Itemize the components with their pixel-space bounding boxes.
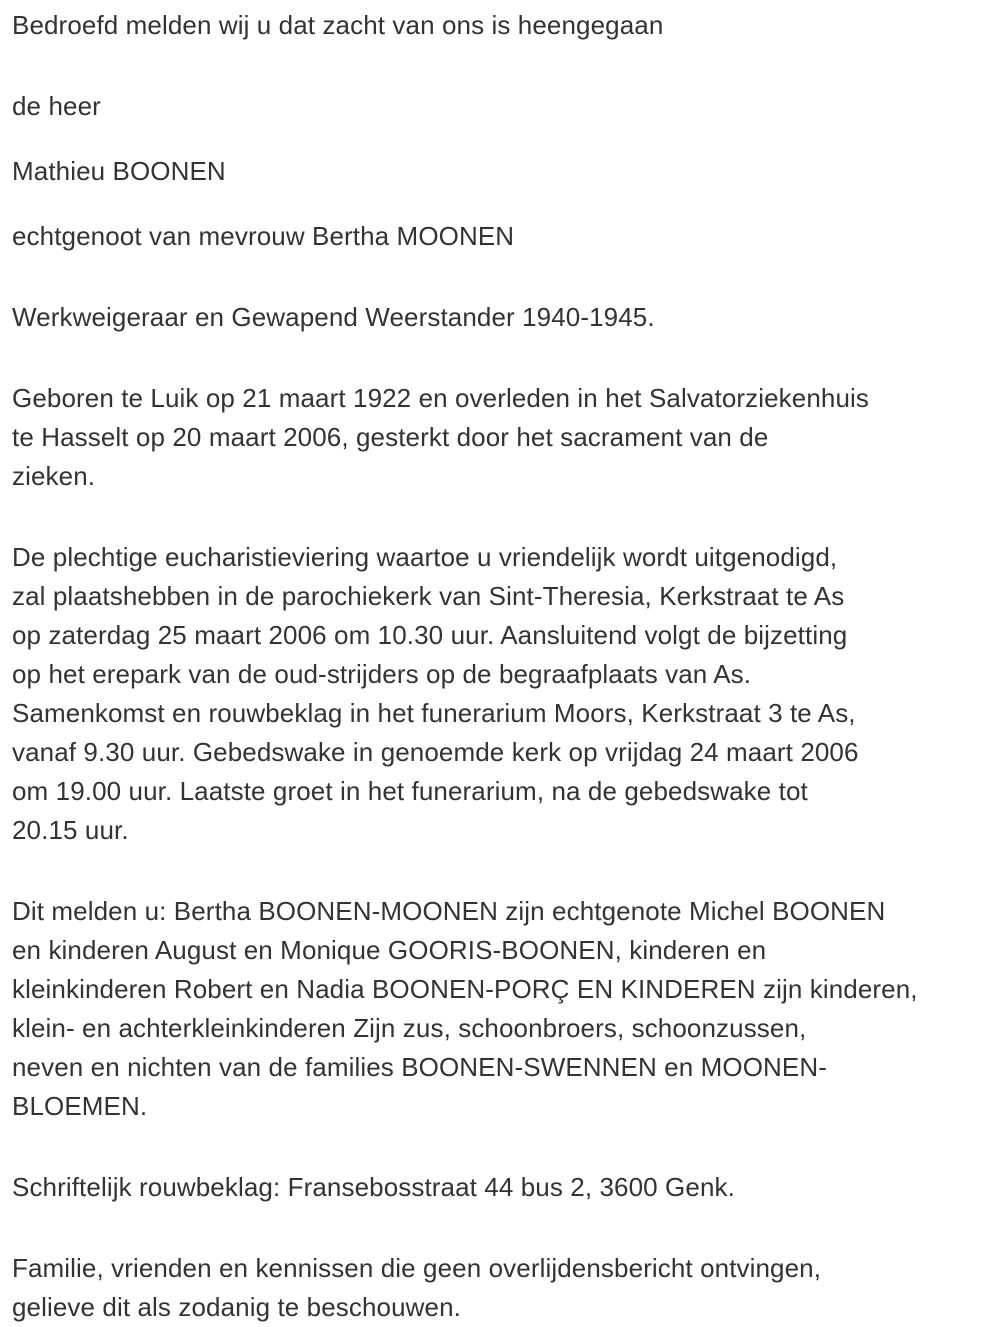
text-line: Werkweigeraar en Gewapend Weerstander 1940-1945.: [12, 302, 655, 332]
text-line: BLOEMEN.: [12, 1091, 148, 1121]
text-line: zal plaatshebben in de parochiekerk van Sint-Theresia, Kerkstraat te As: [12, 581, 845, 611]
text-line: Samenkomst en rouwbeklag in het funerarium Moors, Kerkstraat 3 te As,: [12, 698, 856, 728]
text-line: Bedroefd melden wij u dat zacht van ons is heengegaan: [12, 10, 664, 40]
text-line: vanaf 9.30 uur. Gebedswake in genoemde kerk op vrijdag 24 maart 2006: [12, 737, 859, 767]
deceased-name: Mathieu BOONEN: [12, 156, 226, 186]
text-line: 20.15 uur.: [12, 815, 129, 845]
text-line: klein- en achterkleinkinderen Zijn zus, schoonbroers, schoonzussen,: [12, 1013, 807, 1043]
text-line: Schriftelijk rouwbeklag: Fransebosstraat 44 bus 2, 3600 Genk.: [12, 1172, 735, 1202]
text-line: de heer: [12, 91, 101, 121]
text-line: kleinkinderen Robert en Nadia BOONEN-PORÇ EN KINDEREN zijn kinderen,: [12, 974, 918, 1004]
text-line: zieken.: [12, 461, 96, 491]
text-line: Geboren te Luik op 21 maart 1922 en overleden in het Salvatorziekenhuis: [12, 383, 869, 413]
text-line: Dit melden u: Bertha BOONEN-MOONEN zijn echtgenote Michel BOONEN: [12, 896, 886, 926]
text-line: te Hasselt op 20 maart 2006, gesterkt door het sacrament van de: [12, 422, 769, 452]
text-line: en kinderen August en Monique GOORIS-BOONEN, kinderen en: [12, 935, 767, 965]
text-line: echtgenoot van mevrouw Bertha MOONEN: [12, 221, 515, 251]
text-line: Familie, vrienden en kennissen die geen overlijdensbericht ontvingen,: [12, 1253, 822, 1283]
text-line: gelieve dit als zodanig te beschouwen.: [12, 1292, 461, 1322]
text-line: neven en nichten van de families BOONEN-SWENNEN en MOONEN-: [12, 1052, 827, 1082]
text-line: om 19.00 uur. Laatste groet in het funerarium, na de gebedswake tot: [12, 776, 808, 806]
text-line: op zaterdag 25 maart 2006 om 10.30 uur. Aansluitend volgt de bijzetting: [12, 620, 848, 650]
text-line: op het erepark van de oud-strijders op de begraafplaats van As.: [12, 659, 752, 689]
text-line: De plechtige eucharistieviering waartoe u vriendelijk wordt uitgenodigd,: [12, 542, 838, 572]
